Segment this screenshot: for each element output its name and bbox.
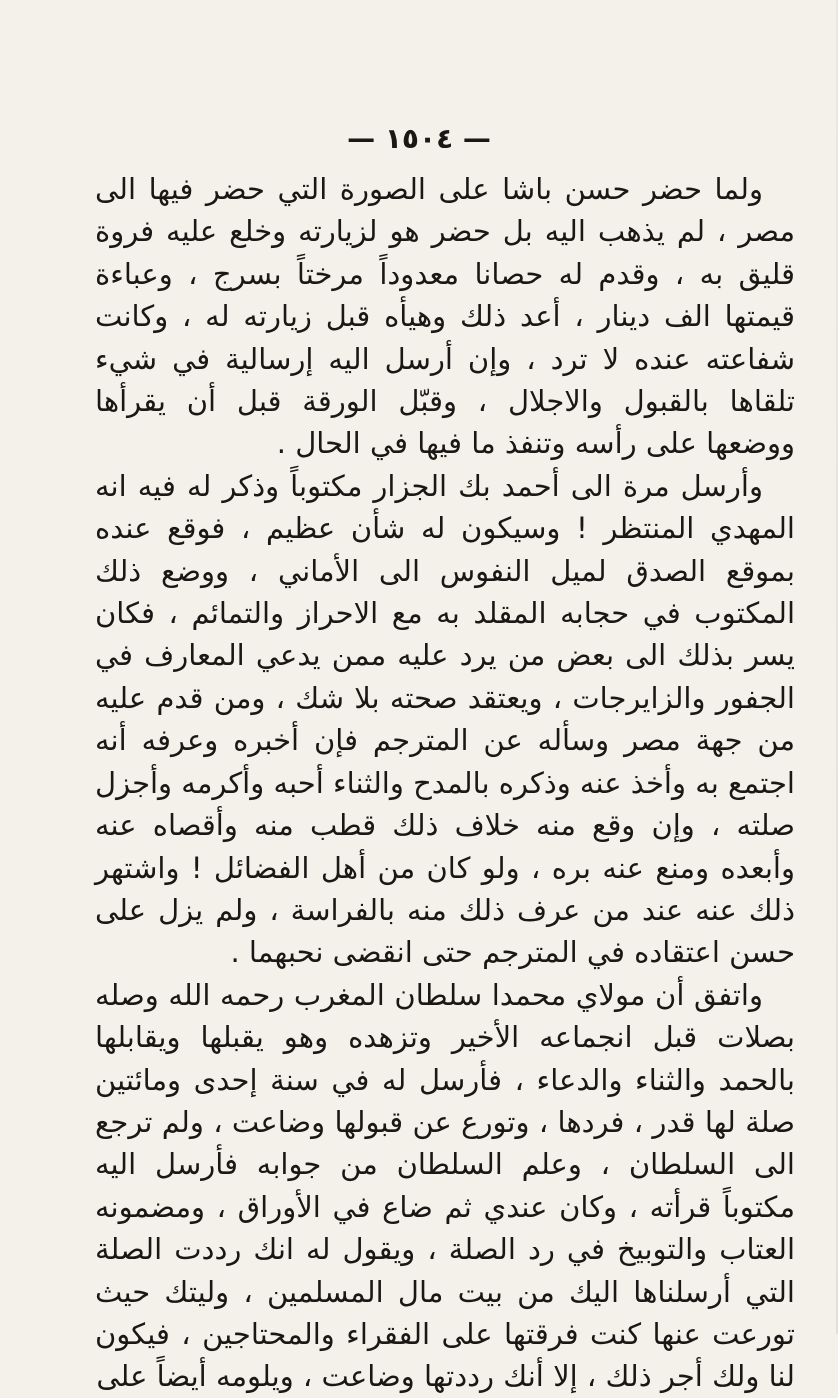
paragraph-2: وأرسل مرة الى أحمد بك الجزار مكتوباً وذكر له فيه انه المهدي المنتظر ! وسيكون له شأن عظيم ، فوقع عنده بموقع الصدق لميل النفوس الى الأماني ، ووضع ذلك المكتوب في حجابه المقلد به مع الاحراز والتمائم ، فكان يسر بذلك الى بعض من يرد عليه ممن يدعي المعارف في الجفور والزايرجات ، ويعتقد صحته بلا شك ، ومن قدم عليه من جهة مصر وسأله عن المترجم فإن أخبره وعرفه أنه اجتمع به وأخذ عنه وذكره بالمدح والثناء أحبه وأكرمه وأجزل صلته ، وإن وقع منه خلاف ذلك قطب منه وأقصاه عنه وأبعده ومنع عنه بره ، ولو كان من أهل الفضائل ! واشتهر ذلك عنه عند من عرف ذلك منه بالفراسة ، ولم يزل على حسن اعتقاده في المترجم حتى انقضى نحبهما . [95, 468, 795, 970]
paragraph-3: واتفق أن مولاي محمدا سلطان المغرب رحمه الله وصله بصلات قبل انجماعه الأخير وتزهده وهو يقبلها ويقابلها بالحمد والثناء والدعاء ، فأرسل له في سنة إحدى ومائتين صلة لها قدر ، فردها ، وتورع عن قبولها وضاعت ، ولم ترجع الى السلطان ، وعلم السلطان من جوابه فأرسل اليه مكتوباً قرأته ، وكان عندي ثم ضاع في الأوراق ، ومضمونه العتاب والتوبيخ في رد الصلة ، ويقول له انك رددت الصلة التي أرسلناها اليك من بيت مال المسلمين ، وليتك حيث تورعت عنها كنت فرقتها على الفقراء والمحتاجين ، فيكون لنا ولك أجر ذلك ، إلا أنك رددتها وضاعت ، ويلومه أيضاً على [95, 977, 795, 1394]
page-number: — ١٥٠٤ — [347, 122, 491, 155]
body-text [95, 168, 795, 1398]
paragraph-1: ولما حضر حسن باشا على الصورة التي حضر فيها الى مصر ، لم يذهب اليه بل حضر هو لزيارته وخلع عليه فروة قليق به ، وقدم له حصانا معدوداً مرختاً بسرج ، وعباءة قيمتها الف دينار ، أعد ذلك وهيأه قبل زيارته له ، وكانت شفاعته عنده لا ترد ، وإن أرسل اليه إرسالية في شيء تلقاها بالقبول والاجلال ، وقبّل الورقة قبل أن يقرأها ووضعها على رأسه وتنفذ ما فيها في الحال . [95, 172, 795, 461]
